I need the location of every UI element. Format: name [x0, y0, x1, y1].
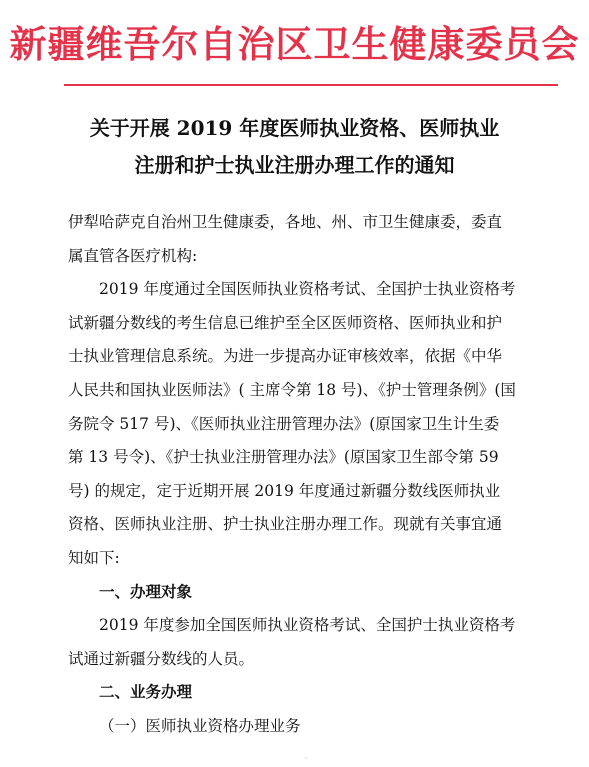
- document-title-line-1: 关于开展 2019 年度医师执业资格、医师执业: [89, 116, 500, 140]
- paragraph-line: 2019 年度参加全国医师执业资格考试、全国护士执业资格考: [99, 616, 516, 635]
- paragraph-line: 人民共和国执业医师法》( 主席令第 18 号)、《护士管理条例》(国: [68, 380, 516, 399]
- page-mark: ˙: [304, 757, 308, 766]
- salutation-line-2: 属直管各医疗机构:: [68, 246, 198, 265]
- document-title: [0, 110, 589, 184]
- letterhead-org-name: 新疆维吾尔自治区卫生健康委员会: [9, 22, 580, 66]
- paragraph-line: 试通过新疆分数线的人员。: [68, 649, 255, 668]
- paragraph-line: 资格、医师执业注册、护士执业注册办理工作。现就有关事宜通: [68, 515, 503, 534]
- document-body: [68, 206, 553, 744]
- document-title-line-2: 注册和护士执业注册办理工作的通知: [134, 153, 455, 177]
- section-heading-1: 一、办理对象: [99, 582, 193, 601]
- paragraph-line: 试新疆分数线的考生信息已维护至全区医师资格、医师执业和护: [68, 313, 503, 332]
- paragraph-line: 号) 的规定，定于近期开展 2019 年度通过新疆分数线医师执业: [68, 481, 501, 500]
- paragraph-line: 2019 年度通过全国医师执业资格考试、全国护士执业资格考: [99, 280, 516, 299]
- paragraph-line: 知如下:: [68, 548, 120, 567]
- paragraph-line: 务院令 517 号)、《医师执业注册管理办法》(原国家卫生计生委: [68, 414, 500, 433]
- paragraph-line: 第 13 号令)、《护士执业注册管理办法》(原国家卫生部令第 59: [68, 448, 499, 467]
- salutation-line-1: 伊犁哈萨克自治州卫生健康委，各地、州、市卫生健康委，委直: [68, 213, 503, 231]
- paragraph-line: 士执业管理信息系统。为进一步提高办证审核效率，依据《中华: [68, 347, 503, 366]
- letterhead-red-rule: [64, 84, 558, 86]
- section-heading-2: 二、业务办理: [99, 683, 193, 702]
- subsection-heading-1: （一）医师执业资格办理业务: [99, 716, 301, 735]
